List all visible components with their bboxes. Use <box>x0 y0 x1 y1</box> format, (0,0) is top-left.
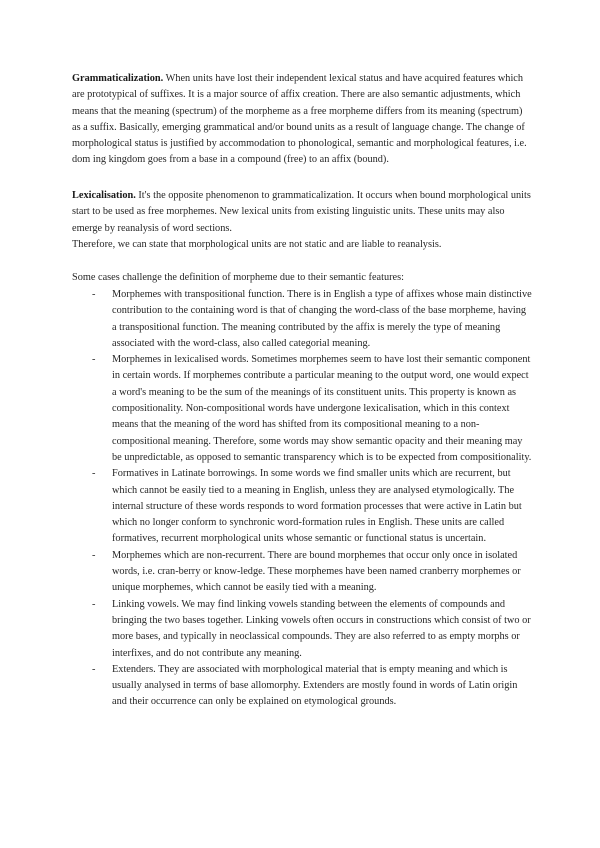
list-item <box>72 466 532 547</box>
list-item-text: Formatives in Latinate borrowings. In some words we find smaller units which are recurrent, but which cannot be easily tied to a meaning in English, unless they are analysed etymologically. The internal structure of these words responds to word formation processes that were active in Latin but which no longer conform to synchronic word-formation rules in English. These units are called formatives, recurrent morphological units whose semantic or functional status is uncertain. <box>112 468 522 545</box>
list-item <box>72 548 532 597</box>
list-item-text: Morphemes which are non-recurrent. There are bound morphemes that occur only once in isolated words, i.e. cran-berry or know-ledge. These morphemes have been named cranberry morphemes or unique morphemes, which cannot be easily tied with a meaning. <box>112 549 521 594</box>
list-dash: - <box>92 549 96 561</box>
list-item <box>72 287 532 352</box>
list-item-text: Morphemes with transpositional function. There is in English a type of affixes whose main distinctive contribution to the containing word is that of changing the word-class of the base morpheme, having a transpositional function. The meaning contributed by the affix is merely the type of meaning associated with the word-class, also called categorial meaning. <box>112 289 532 349</box>
list-item <box>72 662 532 711</box>
conclusion-paragraph: Therefore, we can state that morphological units are not static and are liable to reanalysis. <box>72 239 442 250</box>
list-dash: - <box>92 663 96 675</box>
grammaticalization-paragraph <box>72 71 532 169</box>
list-dash: - <box>92 598 96 610</box>
list-dash: - <box>92 354 96 366</box>
list-item-text: Morphemes in lexicalised words. Sometimes morphemes seem to have lost their semantic component in certain words. If morphemes contribute a particular meaning to the output word, one would expect a word's meaning to be the sum of the meanings of its constituent units. This property is known as compositionality. Non-compositional words have undergone lexicalisation, which in this context means that the meaning of the word has shifted from its compositional meaning to a non-compositional meaning. Therefore, some words may show semantic opacity and their meaning may be unpredictable, as opposed to semantic transparency which is to be expected from compositionality. <box>112 354 532 463</box>
grammaticalization-term: Grammaticalization. <box>72 73 164 84</box>
lexicalisation-paragraph <box>72 188 532 237</box>
list-item <box>72 352 532 466</box>
intro-paragraph: Some cases challenge the definition of morpheme due to their semantic features: <box>72 272 404 283</box>
cases-list <box>72 287 532 711</box>
lexicalisation-text: It's the opposite phenomenon to grammaticalization. It occurs when bound morphological units start to be used as free morphemes. New lexical units from existing linguistic units. These units may also emerge by reanalysis of word sections. <box>72 190 531 234</box>
list-item-text: Linking vowels. We may find linking vowels standing between the elements of compounds and bringing the two bases together. Linking vowels often occurs in constructions which consist of two or more bases, and typically in neoclassical compounds. They are also referred to as empty morphs or interfixes, and do not contribute any meaning. <box>112 598 531 659</box>
list-dash: - <box>92 289 96 300</box>
list-item <box>72 597 532 662</box>
list-dash: - <box>92 468 96 480</box>
grammaticalization-text: When units have lost their independent lexical status and have acquired features which are prototypical of suffixes. It is a major source of affix creation. There are also semantic adjustments, which means that the meaning (spectrum) of the morpheme as a free morpheme differs from its meaning (spectrum) as a suffix. Basically, emerging grammatical and/or bound units as a result of language change. The change of morphological status is justified by accommodation to phonological, semantic and morphological features, i.e. dom ing kingdom goes from a base in a compound (free) to an affix (bound). <box>72 73 527 166</box>
list-item-text: Extenders. They are associated with morphological material that is empty meaning and which is usually analysed in terms of base allomorphy. Extenders are mostly found in words of Latin origin and their occurrence can only be explained on etymological grounds. <box>112 663 518 708</box>
lexicalisation-term: Lexicalisation. <box>72 190 136 201</box>
